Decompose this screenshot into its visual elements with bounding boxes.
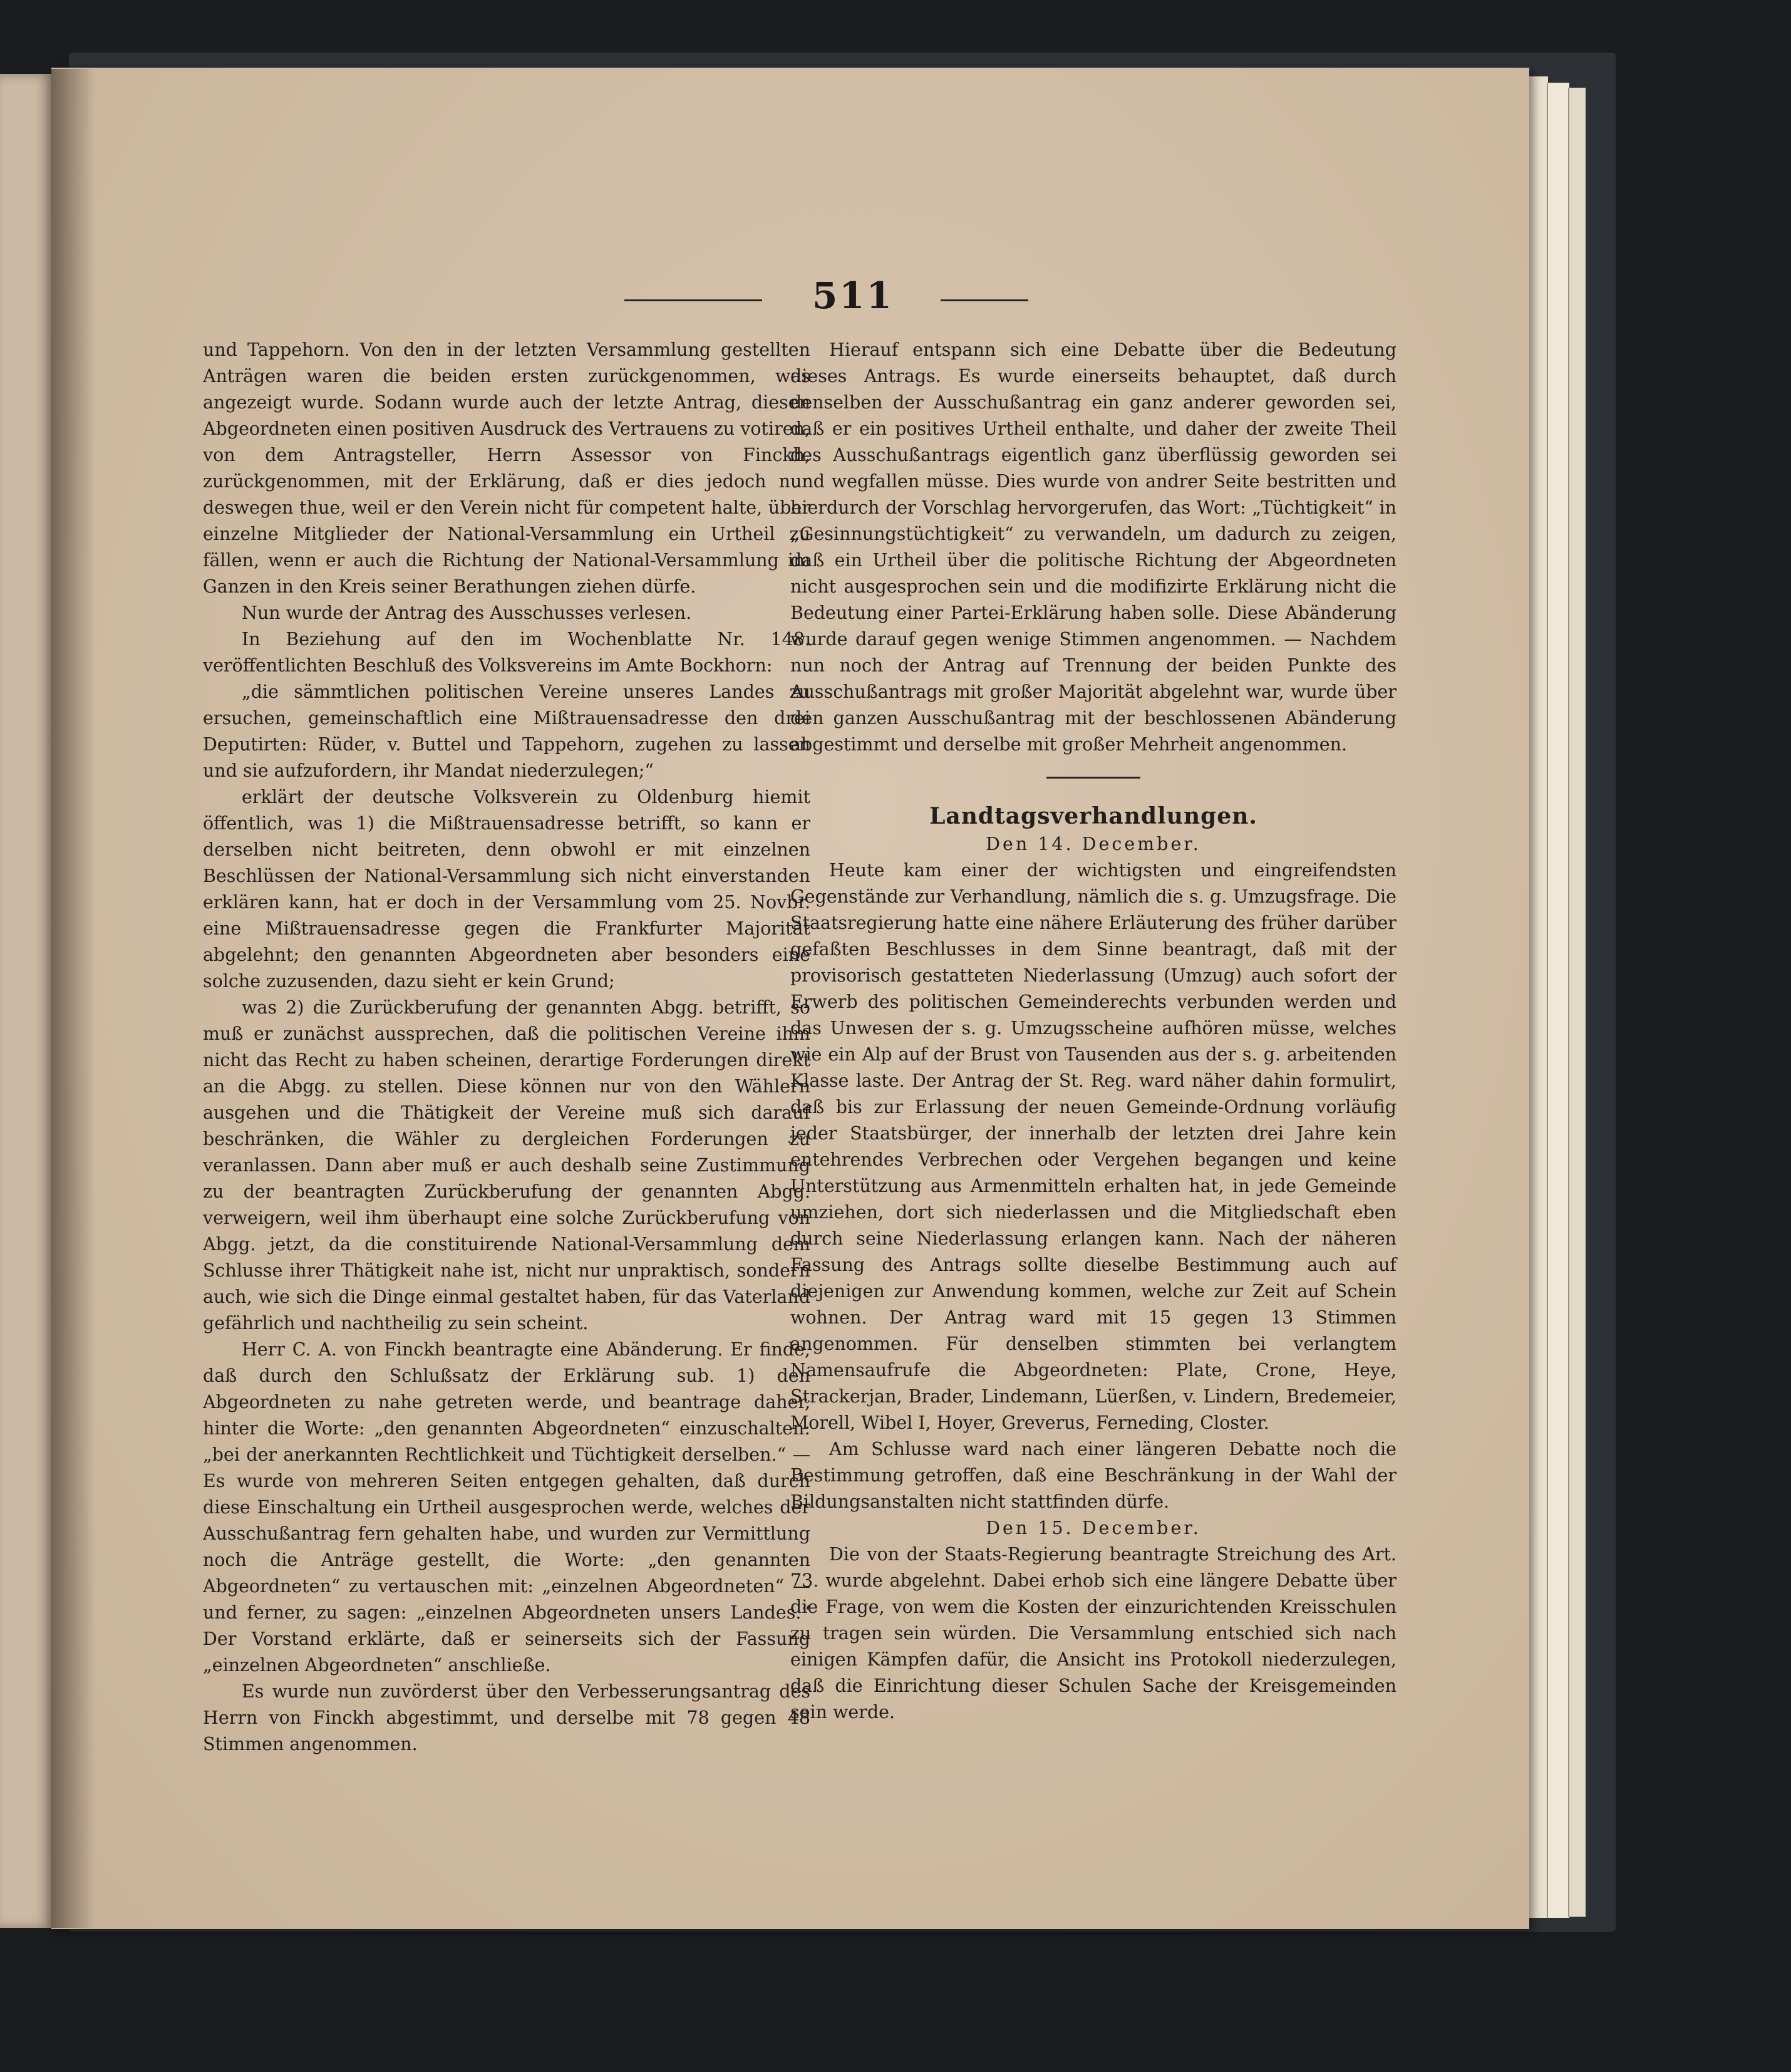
paragraph: Am Schlusse ward nach einer längeren Debatte noch die Bestimmung getroffen, daß eine Beschränkung in der Wahl der Bildungsanstalten nicht stattfinden dürfe. (790, 1439, 1396, 1512)
header-rule-right (941, 299, 1028, 301)
paragraph: Herr C. A. von Finckh beantragte eine Abänderung. Er finde, daß durch den Schlußsatz der Erklärung sub. 1) den Abgeordneten zu nahe getreten werde, und beantrage daher, hinter die Worte: „den genannten Abgeordneten“ einzuschalten: „bei der anerkannten Rechtlichkeit und Tüchtigkeit derselben.“ — Es wurde von mehreren Seiten entgegen gehalten, daß durch diese Einschaltung ein Urtheil ausgesprochen werde, welches der Ausschußantrag fern gehalten habe, und wurden zur Vermittlung noch die Anträge gestellt, die Worte: „den genannten Abgeordneten“ zu vertauschen mit: „einzelnen Abgeordneten“ — und ferner, zu sagen: „einzelnen Abgeordneten unsers Landes.“ Der Vorstand erklärte, daß er seinerseits sich der Fassung „einzelnen Abgeordneten“ anschließe. (203, 1339, 810, 1676)
date-heading: Den 15. December. (986, 1518, 1201, 1538)
paragraph: Hierauf entspann sich eine Debatte über die Bedeutung dieses Antrags. Es wurde einerseits behauptet, daß durch denselben der Ausschußantrag ein ganz anderer geworden sei, daß er ein positives Urtheil enthalte, und daher der zweite Theil des Ausschußantrags eigentlich ganz überflüssig geworden sei und wegfallen müsse. Dies wurde von andrer Seite bestritten und hierdurch der Vorschlag hervorgerufen, das Wort: „Tüchtigkeit“ in „Gesinnungstüchtigkeit“ zu verwandeln, um dadurch zu zeigen, daß ein Urtheil über die politische Richtung der Abgeordneten nicht ausgesprochen sein und die modifizirte Erklärung nicht die Bedeutung einer Partei-Erklärung haben solle. Diese Abänderung wurde darauf gegen wenige Stimmen angenommen. — Nachdem nun noch der Antrag auf Trennung der beiden Punkte des Ausschußantrags mit großer Majorität abgelehnt war, wurde über den ganzen Ausschußantrag mit der beschlossenen Abänderung abgestimmt und derselbe mit großer Mehrheit angenommen. (790, 339, 1396, 755)
debate-section (790, 337, 1396, 758)
document-page (51, 68, 1529, 1929)
session-report (790, 857, 1396, 1515)
paragraph: was 2) die Zurückberufung der genannten Abgg. betrifft, so muß er zunächst aussprechen, daß die politischen Vereine ihm nicht das Recht zu haben scheinen, derartige Forderungen direkt an die Abgg. zu stellen. Diese können nur von den Wählern ausgehen und die Thätigkeit der Vereine muß sich darauf beschränken, die Wähler zu dergleichen Forderungen zu veranlassen. Dann aber muß er auch deshalb seine Zustimmung zu der beantragten Zurückberufung der genannten Abgg. verweigern, weil ihm überhaupt eine solche Zurückberufung von Abgg. jetzt, da die constituirende National-Versammlung dem Schlusse ihrer Thätigkeit nahe ist, nicht nur unpraktisch, sondern auch, wie sich die Dinge einmal gestaltet haben, für das Vaterland gefährlich und nachtheilig zu sein scheint. (203, 997, 810, 1334)
session-report (790, 1541, 1396, 1726)
paragraph: „die sämmtlichen politischen Vereine unseres Landes zu ersuchen, gemeinschaftlich eine Mißtrauensadresse den drei Deputirten: Rüder, v. Buttel und Tappehorn, zugehen zu lassen und sie aufzufordern, ihr Mandat niederzulegen;“ (203, 681, 810, 781)
date-heading: Den 14. December. (986, 834, 1201, 854)
page-header (51, 274, 1529, 324)
paragraph: Nun wurde der Antrag des Ausschusses verlesen. (242, 603, 692, 623)
header-rule-left (624, 299, 762, 301)
gutter-shadow (51, 69, 95, 1928)
right-column (790, 337, 1396, 1726)
section-title: Landtagsverhandlungen. (929, 803, 1257, 829)
left-column (203, 337, 810, 1758)
paragraph: Es wurde nun zuvörderst über den Verbesserungsantrag des Herrn von Finckh abgestimmt, und derselbe mit 78 gegen 48 Stimmen angenommen. (203, 1681, 810, 1754)
paragraph: und Tappehorn. Von den in der letzten Versammlung gestellten Anträgen waren die beiden ersten zurückgenommen, was angezeigt wurde. Sodann wurde auch der letzte Antrag, diesen Abgeordneten einen positiven Ausdruck des Vertrauens zu votiren, von dem Antragsteller, Herrn Assessor von Finckh, zurückgenommen, mit der Erklärung, daß er dies jedoch nur deswegen thue, weil er den Verein nicht für competent halte, über einzelne Mitglieder der National-Versammlung ein Urtheil zu fällen, wenn er auch die Richtung der National-Versammlung im Ganzen in den Kreis seiner Berathungen ziehen dürfe. (203, 339, 810, 597)
paragraph: erklärt der deutsche Volksverein zu Oldenburg hiemit öffentlich, was 1) die Mißtrauensadresse betrifft, so kann er derselben nicht beitreten, denn obwohl er mit einzelnen Beschlüssen der National-Versammlung sich nicht einverstanden erklären kann, hat er doch in der Versammlung vom 25. Novbr. eine Mißtrauensadresse gegen die Frankfurter Majorität abgelehnt; den genannten Abgeordneten aber besonders eine solche zuzusenden, dazu sieht er kein Grund; (203, 787, 810, 992)
page-stack-edge (1568, 88, 1586, 1917)
previous-page-edge (0, 74, 51, 1928)
section-divider (1046, 777, 1140, 779)
paragraph: Heute kam einer der wichtigsten und eingreifendsten Gegenstände zur Verhandlung, nämlich die s. g. Umzugsfrage. Die Staatsregierung hatte eine nähere Erläuterung des früher darüber gefaßten Beschlusses in dem Sinne beantragt, daß mit der provisorisch gestatteten Niederlassung (Umzug) auch sofort der Erwerb des politischen Gemeinderechts verbunden werden und das Unwesen der s. g. Umzugsscheine aufhören müsse, welches wie ein Alp auf der Brust von Tausenden aus der s. g. arbeitenden Klasse laste. Der Antrag der St. Reg. ward näher dahin formulirt, daß bis zur Erlassung der neuen Gemeinde-Ordnung vorläufig jeder Staatsbürger, der innerhalb der letzten drei Jahre kein entehrendes Verbrechen oder Vergehen begangen und keine Unterstützung aus Armenmitteln erhalten hat, in jede Gemeinde umziehen, dort sich niederlassen und die Mitgliedschaft eben durch seine Niederlassung erlangen kann. Nach der näheren Fassung des Antrags sollte dieselbe Bestimmung auch auf diejenigen zur Anwendung kommen, welche zur Zeit auf Schein wohnen. Der Antrag ward mit 15 gegen 13 Stimmen angenommen. Für denselben stimmten bei verlangtem Namensaufrufe die Abgeordneten: Plate, Crone, Heye, Strackerjan, Brader, Lindemann, Lüerßen, v. Lindern, Bredemeier, Morell, Wibel I, Hoyer, Greverus, Ferneding, Closter. (790, 860, 1396, 1433)
page-number: 511 (812, 274, 894, 317)
paragraph: Die von der Staats-Regierung beantragte Streichung des Art. 73. wurde abgelehnt. Dabei erhob sich eine längere Debatte über die Frage, von wem die Kosten der einzurichtenden Kreisschulen zu tragen sein würden. Die Versammlung entschied sich nach einigen Kämpfen dafür, die Ansicht ins Protokoll niederzulegen, daß die Einrichtung dieser Schulen Sache der Kreisgemeinden sein werde. (790, 1544, 1396, 1722)
paragraph: In Beziehung auf den im Wochenblatte Nr. 148. veröffentlichten Beschluß des Volksvereins im Amte Bockhorn: (203, 629, 810, 676)
page-stack-edge (1547, 83, 1569, 1918)
